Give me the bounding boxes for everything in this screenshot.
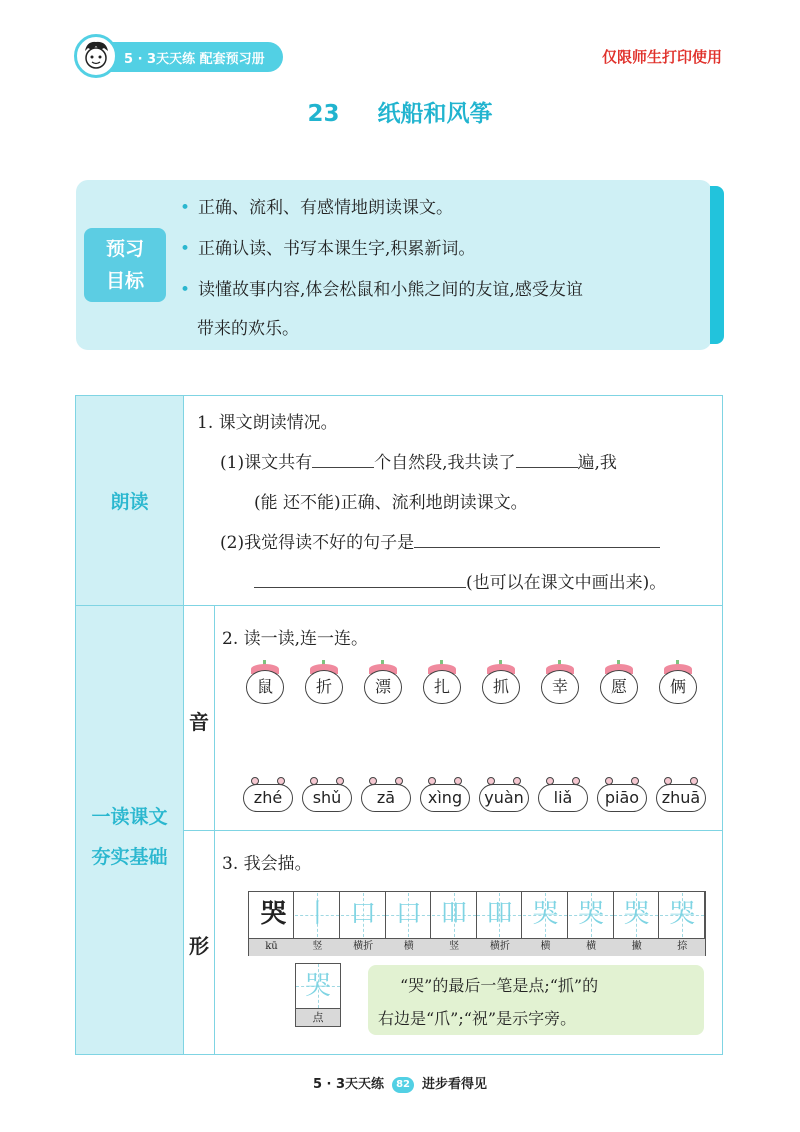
objective-item: • 正确认读、书写本课生字,积累新词。 <box>180 239 476 259</box>
objectives-badge <box>84 228 166 302</box>
stroke-name: 竖 <box>312 941 323 952</box>
pinyin-bun[interactable]: zhuā <box>656 784 706 812</box>
grid-cell <box>249 892 294 938</box>
objective-item: • 正确、流利、有感情地朗读课文。 <box>180 198 454 218</box>
lesson-name: 纸船和风筝 <box>377 101 493 127</box>
stroke-step-char[interactable]: 吅 <box>486 899 513 929</box>
section-label-reading: 朗读 <box>110 491 149 513</box>
bullet-icon: • <box>180 280 191 300</box>
pinyin-bun[interactable]: yuàn <box>479 784 529 812</box>
pinyin-bun[interactable]: xìng <box>420 784 470 812</box>
character-radish[interactable]: 折 <box>305 670 343 704</box>
stroke-step-char[interactable]: 哭 <box>532 899 559 929</box>
lesson-title <box>0 95 800 128</box>
character-radish[interactable]: 俩 <box>659 670 697 704</box>
footer-right: 进步看得见 <box>422 1077 488 1092</box>
question-3-title: 3. 我会描。 <box>222 854 312 874</box>
question-1-2: (2)我觉得读不好的句子是 <box>220 528 660 553</box>
bullet-icon: • <box>180 239 191 259</box>
question-1-2-continued: (也可以在课文中画出来)。 <box>254 568 666 593</box>
lesson-number: 23 <box>307 101 340 127</box>
pinyin-bun[interactable]: shǔ <box>302 784 352 812</box>
last-stroke-cell <box>295 963 341 1009</box>
objective-item: • 读懂故事内容,体会松鼠和小熊之间的友谊,感受友谊 <box>180 280 583 300</box>
objectives-accent-bar <box>710 186 724 344</box>
question-1-title: 1. 课文朗读情况。 <box>197 413 338 433</box>
character-radish[interactable]: 抓 <box>482 670 520 704</box>
objectives-badge-line1: 预习 <box>105 238 144 260</box>
character-radish[interactable]: 愿 <box>600 670 638 704</box>
stroke-step-char[interactable]: 哭 <box>578 899 605 929</box>
objective-item-continued: 带来的欢乐。 <box>197 319 299 339</box>
objectives-badge-line2: 目标 <box>105 270 144 292</box>
stroke-name: 撇 <box>631 941 642 952</box>
character-radish[interactable]: 幸 <box>541 670 579 704</box>
stroke-name: 横折 <box>353 941 374 952</box>
trace-model-char: 哭 <box>260 899 287 929</box>
last-stroke-char: 哭 <box>304 971 331 1001</box>
stroke-name: 横 <box>403 941 414 952</box>
sub-label-sound: 音 <box>189 710 209 734</box>
difficult-sentence-blank[interactable] <box>414 529 660 548</box>
difficult-sentence-blank-2[interactable] <box>254 569 466 588</box>
sub-label-shape: 形 <box>189 934 209 958</box>
brand-text: 5 · 3天天练 配套预习册 <box>124 52 265 67</box>
stroke-name: 捺 <box>677 941 688 952</box>
stroke-step-char[interactable]: 吅 <box>441 899 468 929</box>
stroke-step-char[interactable]: 哭 <box>623 899 650 929</box>
character-radish[interactable]: 鼠 <box>246 670 284 704</box>
character-radish[interactable]: 扎 <box>423 670 461 704</box>
page-number: 82 <box>392 1077 414 1093</box>
section-label-basics-1: 一读课文 <box>91 806 168 828</box>
stroke-name: 横 <box>540 941 551 952</box>
pinyin-bun[interactable]: liǎ <box>538 784 588 812</box>
tip-line-1: “哭”的最后一笔是点;“抓”的 <box>400 976 599 995</box>
subrow-divider <box>184 830 722 831</box>
stroke-step-char[interactable]: 口 <box>350 899 377 929</box>
pinyin-bun[interactable]: zā <box>361 784 411 812</box>
footer <box>0 1073 800 1093</box>
stroke-name: 竖 <box>449 941 460 952</box>
question-1-1: (1)课文共有 个自然段,我共读了 遍,我 <box>220 448 617 473</box>
character-radish[interactable]: 漂 <box>364 670 402 704</box>
pinyin-bun[interactable]: piāo <box>597 784 647 812</box>
row-divider <box>76 605 722 606</box>
paragraph-count-blank[interactable] <box>312 449 374 468</box>
footer-left: 5 · 3天天练 <box>312 1077 385 1092</box>
question-1-1-choice[interactable]: (能 还不能)正确、流利地朗读课文。 <box>254 493 528 513</box>
stroke-step-char[interactable]: 丨 <box>304 899 331 929</box>
section-label-basics-2: 夯实基础 <box>91 846 168 868</box>
read-times-blank[interactable] <box>516 449 578 468</box>
mascot-icon <box>74 34 118 78</box>
stroke-name: 横 <box>586 941 597 952</box>
stroke-step-char[interactable]: 哭 <box>669 899 696 929</box>
pinyin-bun[interactable]: zhé <box>243 784 293 812</box>
tip-line-2: 右边是“爪”;“祝”是示字旁。 <box>378 1009 577 1028</box>
print-notice: 仅限师生打印使用 <box>601 48 722 66</box>
last-stroke-name: 点 <box>295 1009 341 1027</box>
stroke-step-char[interactable]: 口 <box>395 899 422 929</box>
bullet-icon: • <box>180 198 191 218</box>
stroke-name: 横折 <box>489 941 510 952</box>
question-2-title: 2. 读一读,连一连。 <box>222 629 369 649</box>
trace-pinyin: kū <box>265 941 278 952</box>
